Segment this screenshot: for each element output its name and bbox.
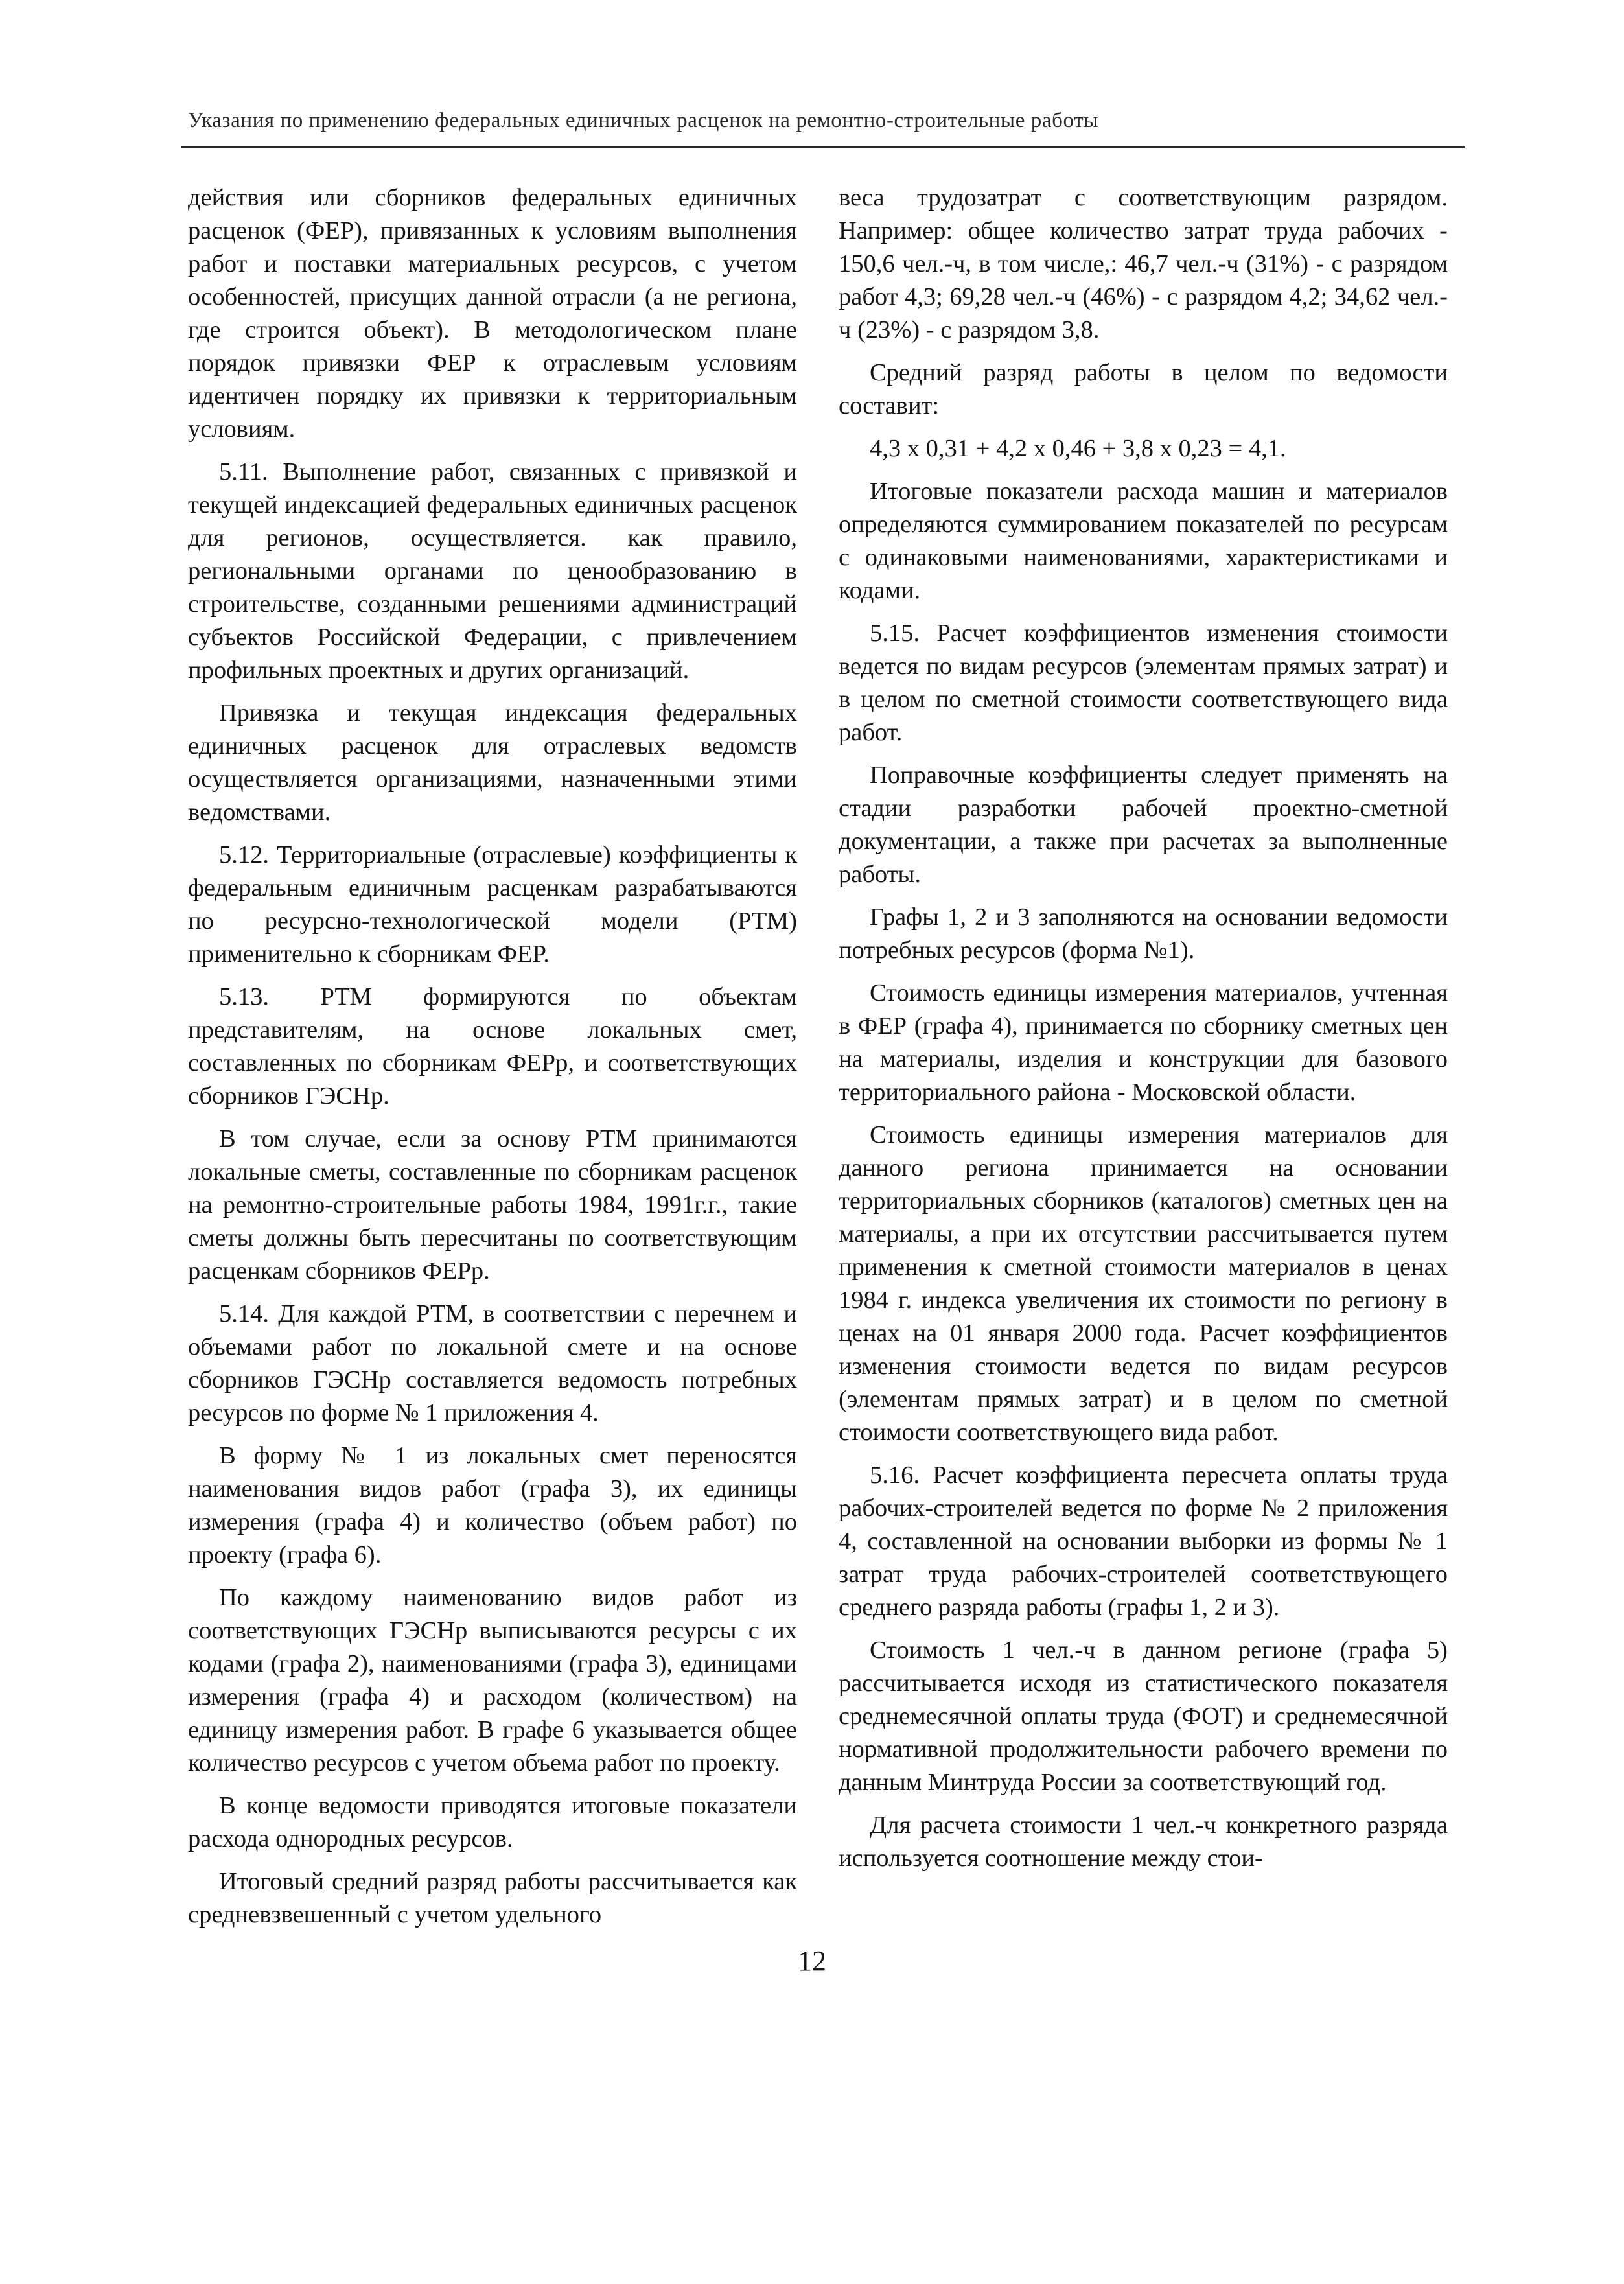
paragraph: Графы 1, 2 и 3 заполняются на основании ведомости потребных ресурсов (форма №1). [839, 903, 1448, 964]
paragraph: 5.11. Выполнение работ, связанных с привязкой и текущей индексацией федеральных единичных расценок для регионов, осуществляется. как правило, региональными органами по ценообразованию в строительстве, созданными решениями администраций субъектов Российской Федерации, с привлечением профильных проектных и других организаций. [188, 458, 797, 684]
paragraph: 5.12. Территориальные (отраслевые) коэффициенты к федеральным единичным расценкам разрабатываются по ресурсно-технологической модели (РТМ) применительно к сборникам ФЕР. [188, 841, 797, 968]
paragraph: Поправочные коэффициенты следует применять на стадии разработки рабочей проектно-сметной документации, а также при расчетах за выполненные работы. [839, 762, 1448, 888]
paragraph: В том случае, если за основу РТМ принимаются локальные сметы, составленные по сборникам расценок на ремонтно-строительные работы 1984, 1991г.г., такие сметы должны быть пересчитаны по соответствующим расценкам сборников ФЕРр. [188, 1125, 797, 1285]
header-rule [181, 146, 1465, 148]
paragraph: В конце ведомости приводятся итоговые показатели расхода однородных ресурсов. [188, 1792, 797, 1852]
page-number: 12 [798, 1945, 826, 1977]
paragraph: Стоимость единицы измерения материалов, учтенная в ФЕР (графа 4), принимается по сборнику сметных цен на материалы, изделия и конструкции для базового территориального района - Московской области. [839, 979, 1448, 1106]
paragraph: В форму № 1 из локальных смет переносятся наименования видов работ (графа 3), их единицы измерения (графа 4) и количество (объем работ) по проекту (графа 6). [188, 1442, 797, 1568]
paragraph: действия или сборников федеральных единичных расценок (ФЕР), привязанных к условиям выполнения работ и поставки материальных ресурсов, с учетом особенностей, присущих данной отрасли (а не региона, где строится объект). В методологическом плане порядок привязки ФЕР к отраслевым условиям идентичен порядку их привязки к территориальным условиям. [188, 184, 797, 443]
paragraph: 5.16. Расчет коэффициента пересчета оплаты труда рабочих-строителей ведется по форме № 2 приложения 4, составленной на основании выборки из формы № 1 затрат труда рабочих-строителей соответствующего среднего разряда работы (графы 1, 2 и 3). [839, 1462, 1448, 1621]
paragraph: 5.13. РТМ формируются по объектам представителям, на основе локальных смет, составленных по сборникам ФЕРр, и соответствующих сборников ГЭСНр. [188, 983, 797, 1110]
running-header: Указания по применению федеральных единичных расценок на ремонтно-строительные работы [188, 109, 1098, 132]
formula: 4,3 х 0,31 + 4,2 х 0,46 + 3,8 х 0,23 = 4,1. [870, 435, 1286, 462]
paragraph: Стоимость единицы измерения материалов для данного региона принимается на основании территориальных сборников (каталогов) сметных цен на материалы, а при их отсутствии рассчитывается путем применения к сметной стоимости материалов в ценах 1984 г. индекса увеличения их стоимости по региону в ценах на 01 января 2000 года. Расчет коэффициентов изменения стоимости ведется по видам ресурсов (элементам прямых затрат) и в целом по сметной стоимости соответствующего вида работ. [839, 1121, 1448, 1446]
paragraph: Привязка и текущая индексация федеральных единичных расценок для отраслевых ведомств осуществляется организациями, назначенными этими ведомствами. [188, 699, 797, 826]
left-column [188, 181, 797, 1941]
paragraph: Стоимость 1 чел.-ч в данном регионе (графа 5) рассчитывается исходя из статистического показателя среднемесячной оплаты труда (ФОТ) и среднемесячной нормативной продолжительности рабочего времени по данным Минтруда России за соответствующий год. [839, 1637, 1448, 1796]
paragraph: 5.15. Расчет коэффициентов изменения стоимости ведется по видам ресурсов (элементам прямых затрат) и в целом по сметной стоимости соответствующего вида работ. [839, 620, 1448, 746]
paragraph: веса трудозатрат с соответствующим разрядом. Например: общее количество затрат труда рабочих - 150,6 чел.-ч, в том числе,: 46,7 чел.-ч (31%) - с разрядом работ 4,3; 69,28 чел.-ч (46%) - с разрядом 4,2; 34,62 чел.-ч (23%) - с разрядом 3,8. [839, 184, 1448, 344]
paragraph: Средний разряд работы в целом по ведомости составит: [839, 359, 1448, 419]
right-column [839, 181, 1448, 1885]
paragraph: Для расчета стоимости 1 чел.-ч конкретного разряда используется соотношение между стои- [839, 1812, 1448, 1872]
paragraph: По каждому наименованию видов работ из соответствующих ГЭСНр выписываются ресурсы с их кодами (графа 2), наименованиями (графа 3), единицами измерения (графа 4) и расходом (количеством) на единицу измерения работ. В графе 6 указывается общее количество ресурсов с учетом объема работ по проекту. [188, 1584, 797, 1777]
paragraph: Итоговые показатели расхода машин и материалов определяются суммированием показателей по ресурсам с одинаковыми наименованиями, характеристиками и кодами. [839, 478, 1448, 604]
paragraph: 5.14. Для каждой РТМ, в соответствии с перечнем и объемами работ по локальной смете и на основе сборников ГЭСНр составляется ведомость потребных ресурсов по форме № 1 приложения 4. [188, 1300, 797, 1427]
paragraph: Итоговый средний разряд работы рассчитывается как средневзвешенный с учетом удельного [188, 1868, 797, 1928]
